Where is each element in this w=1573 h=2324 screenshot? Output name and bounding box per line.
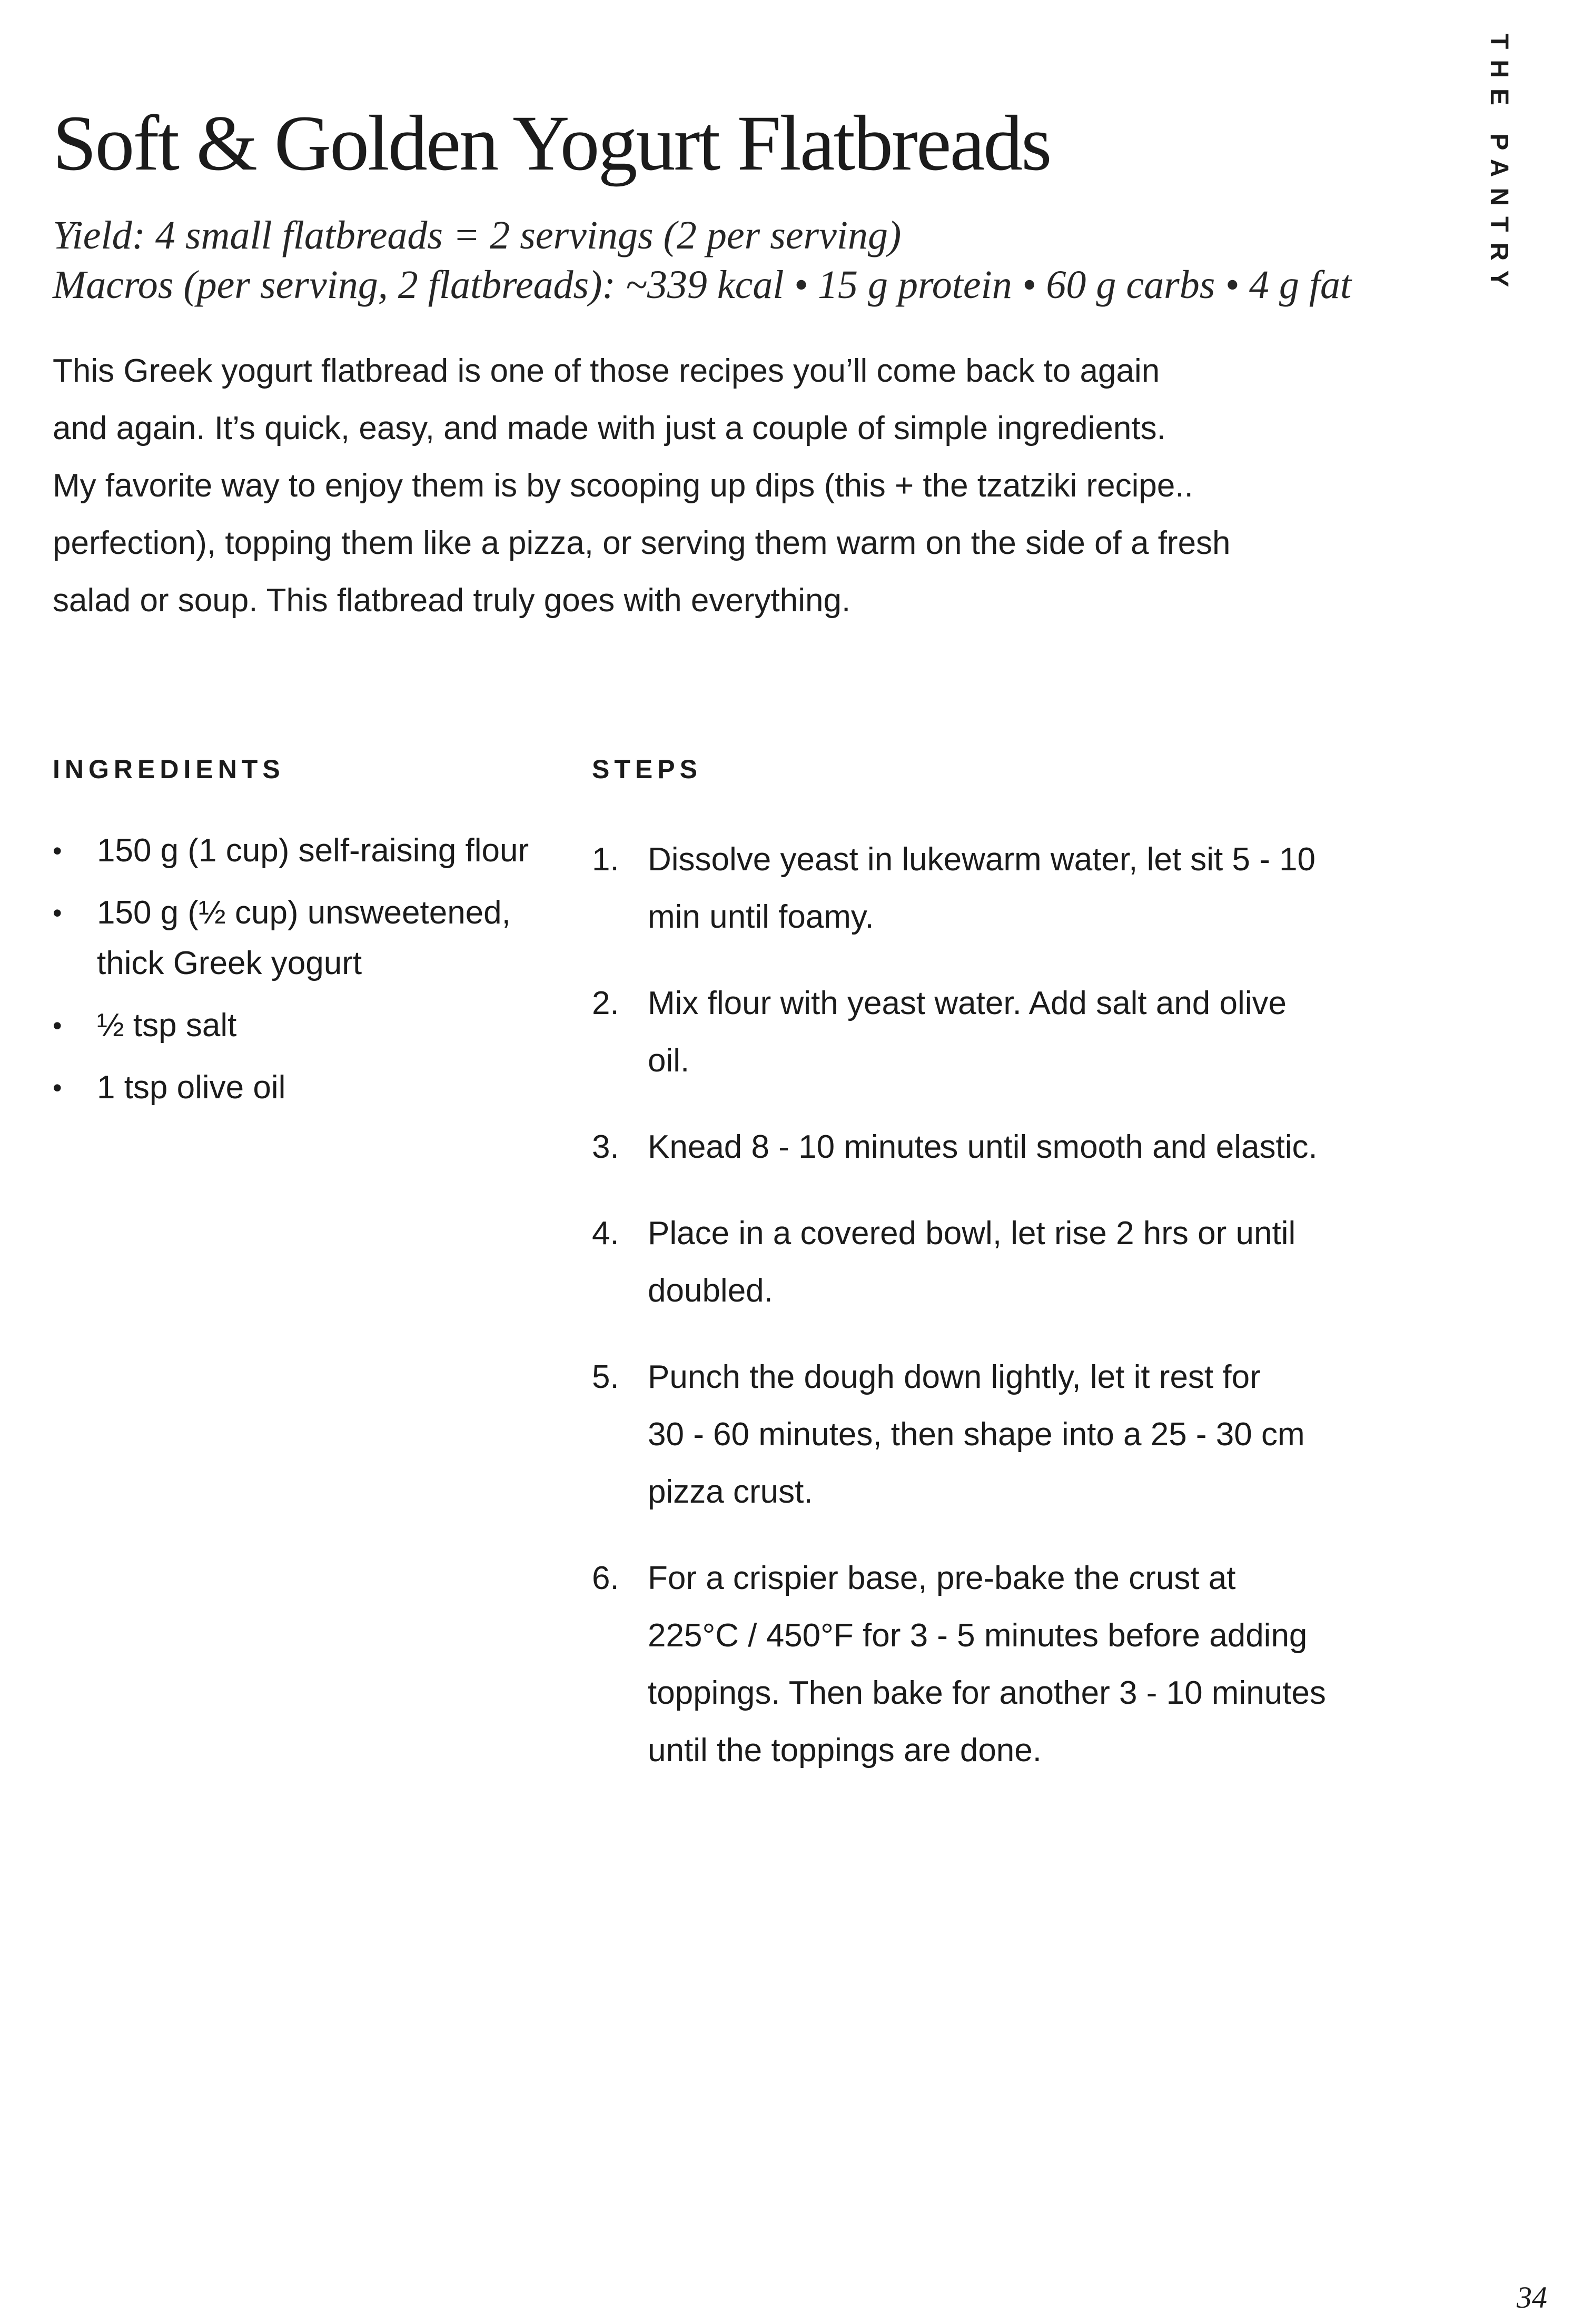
step-item — [592, 831, 1445, 946]
step-text-line: 30 - 60 minutes, then shape into a 25 - 30 cm — [648, 1416, 1305, 1453]
step-text-line: Dissolve yeast in lukewarm water, let sit 5 - 10 — [648, 841, 1316, 878]
step-text-line: doubled. — [648, 1273, 773, 1309]
macros-line: Macros (per serving, 2 flatbreads): ~339 kcal • 15 g protein • 60 g carbs • 4 g fat — [53, 263, 1352, 307]
step-text-line: Knead 8 - 10 minutes until smooth and elastic. — [648, 1129, 1318, 1165]
ingredients-heading: INGREDIENTS — [53, 754, 285, 784]
step-text-line: until the toppings are done. — [648, 1732, 1042, 1769]
recipe-meta — [53, 211, 1351, 310]
step-text-line: For a crispier base, pre-bake the crust at — [648, 1560, 1236, 1596]
ingredient-item — [53, 826, 548, 876]
section-side-label: THE PANTRY — [1485, 34, 1513, 298]
step-number: 4. — [592, 1215, 619, 1252]
page-number: 34 — [1517, 2280, 1547, 2315]
step-number: 1. — [592, 841, 619, 878]
intro-line: perfection), topping them like a pizza, or serving them warm on the side of a fresh — [53, 525, 1231, 561]
bullet-icon: • — [53, 1011, 62, 1040]
intro-line: My favorite way to enjoy them is by scooping up dips (this + the tzatziki recipe.. — [53, 468, 1193, 504]
bullet-icon: • — [53, 836, 62, 866]
step-number: 3. — [592, 1129, 619, 1165]
yield-line: Yield: 4 small flatbreads = 2 servings (2 per serving) — [53, 213, 902, 257]
step-text-line: Punch the dough down lightly, let it rest for — [648, 1359, 1261, 1395]
ingredient-text: 1 tsp olive oil — [97, 1069, 286, 1106]
bullet-icon: • — [53, 898, 62, 928]
step-item — [592, 975, 1445, 1089]
step-text-line: Mix flour with yeast water. Add salt and olive — [648, 985, 1287, 1021]
step-number: 5. — [592, 1359, 619, 1395]
step-text-line: 225°C / 450°F for 3 - 5 minutes before adding — [648, 1617, 1308, 1654]
recipe-title: Soft & Golden Yogurt Flatbreads — [53, 100, 1051, 187]
intro-line: and again. It’s quick, easy, and made with just a couple of simple ingredients. — [53, 410, 1166, 446]
ingredient-text: 150 g (½ cup) unsweetened, thick Greek yogurt — [97, 895, 511, 981]
ingredients-list — [53, 826, 548, 1125]
step-number: 6. — [592, 1560, 619, 1596]
steps-heading: STEPS — [592, 754, 702, 784]
ingredient-text: 150 g (1 cup) self-raising flour — [97, 832, 529, 869]
step-text-line: oil. — [648, 1042, 690, 1079]
step-number: 2. — [592, 985, 619, 1021]
bullet-icon: • — [53, 1073, 62, 1103]
intro-paragraph — [53, 342, 1432, 629]
ingredient-item — [53, 1000, 548, 1051]
ingredient-item — [53, 888, 548, 989]
step-text-line: toppings. Then bake for another 3 - 10 minutes — [648, 1675, 1326, 1711]
step-item — [592, 1118, 1445, 1176]
intro-line: This Greek yogurt flatbread is one of those recipes you’ll come back to again — [53, 353, 1160, 389]
step-item — [592, 1550, 1445, 1779]
intro-line: salad or soup. This flatbread truly goes with everything. — [53, 582, 851, 619]
step-text-line: min until foamy. — [648, 899, 874, 935]
ingredient-text: ½ tsp salt — [97, 1007, 237, 1044]
steps-list — [592, 831, 1445, 1808]
ingredient-item — [53, 1062, 548, 1113]
step-item — [592, 1348, 1445, 1521]
step-text-line: Place in a covered bowl, let rise 2 hrs or until — [648, 1215, 1296, 1252]
step-text-line: pizza crust. — [648, 1474, 813, 1510]
step-item — [592, 1205, 1445, 1319]
